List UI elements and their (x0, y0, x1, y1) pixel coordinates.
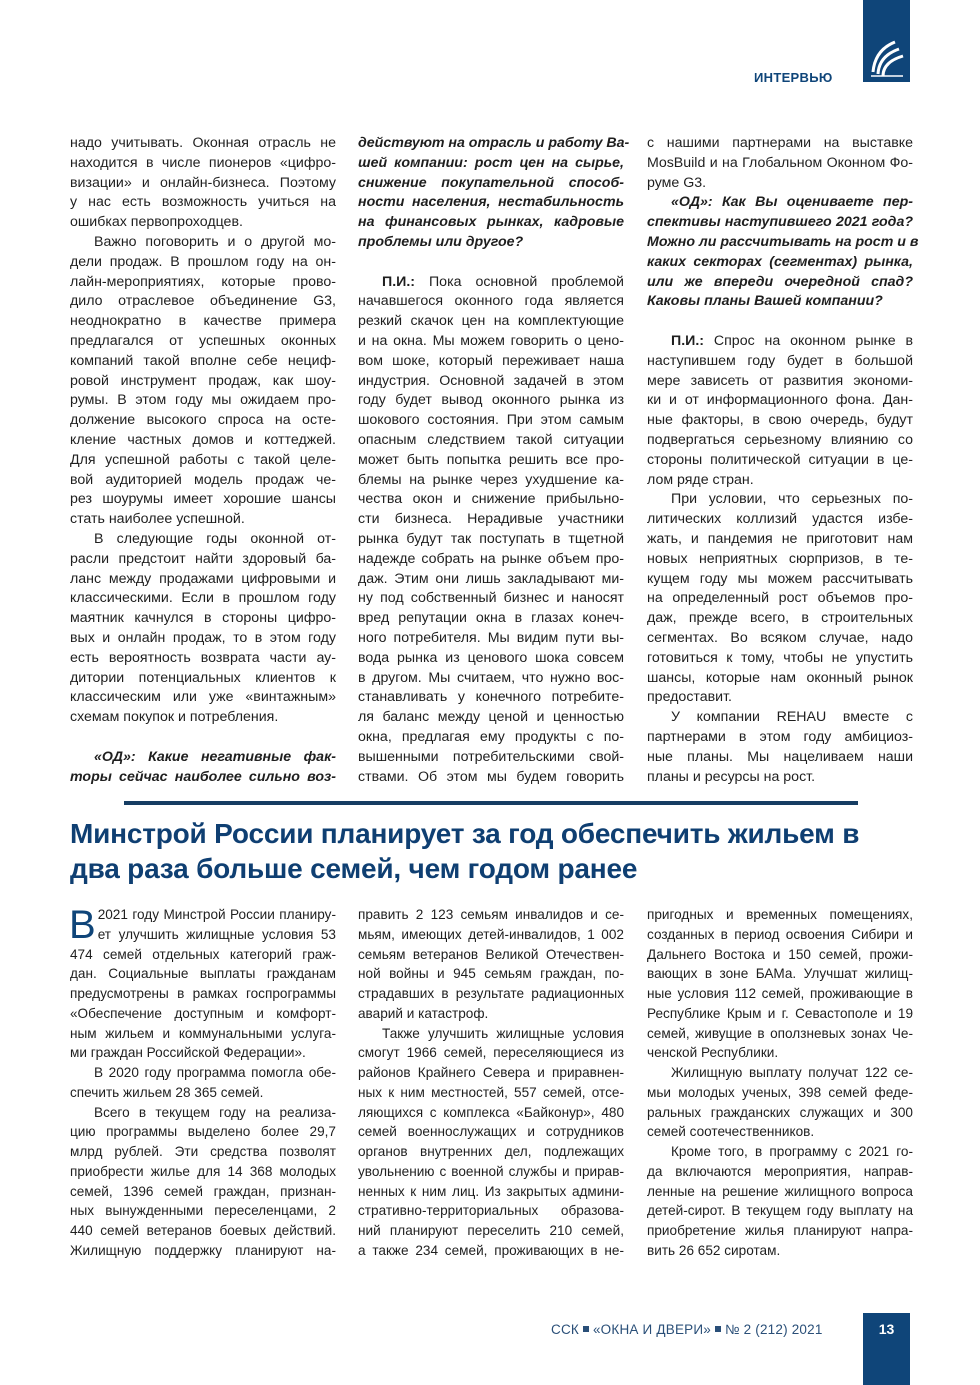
square-bullet-icon (715, 1326, 721, 1332)
footer-issue: № 2 (212) 2021 (724, 1322, 823, 1337)
page-number-tab (863, 1313, 910, 1385)
interview-column-2 (358, 134, 630, 787)
text-line: надо учитывать. Оконная отрасль не (70, 135, 336, 151)
text-line: ки и от информационного фона. Дан- (647, 392, 913, 409)
text-line: дели продаж. В прошлом году на он- (70, 253, 336, 270)
text-line: да включаются мероприятия, направ- (647, 1163, 913, 1179)
text-line: вых и онлайн продаж, то в этом году (70, 629, 336, 646)
text-line: вой аудиторией модель продаж че- (70, 471, 336, 488)
text-line: вышенными потребительскими свой- (358, 748, 624, 765)
text-line: Всего в текущем году на реализа- (94, 1104, 336, 1120)
text-line: классическими. Если в прошлом году (70, 590, 336, 607)
text-line: мере зависеть от развития экономи- (647, 372, 913, 389)
text-line: начавшегося оконного года является (358, 293, 624, 310)
text-line: смогут 1966 семей, переселяющиеся из (358, 1045, 624, 1061)
question-line: «ОД»: Какие негативные фак- (94, 748, 336, 765)
text-line: в другом. Мы считаем, что нужно вос- (358, 669, 624, 686)
text-line: есть вероятность возврата части ау- (70, 649, 336, 666)
question-line: проблемы или другое? (358, 233, 524, 250)
text-line: ну под собственный бизнес и наносят (358, 590, 624, 607)
text-line: дило отраслевое объединение G3, (70, 293, 336, 310)
text-line: страдавших в результате радиационных (358, 986, 624, 1001)
text-line: ные условия 112 семей, проживающие в (647, 986, 913, 1001)
text-line: жать, и пандемия не приготовит нам (647, 530, 913, 547)
text-line: Жилищную поддержку планируют на- (70, 1242, 336, 1258)
text-line: аварий и катастроф. (358, 1005, 489, 1021)
text-line: мьи молодых ученых, 398 семей феде- (647, 1084, 913, 1100)
article-column-2 (358, 905, 624, 1261)
text-line: детей-сирот. В текущем году выплату на (647, 1203, 913, 1219)
text-line: шансы, которые нам оконный рынок (647, 669, 913, 686)
text-line: ного потребителя. Мы видим пути вы- (358, 629, 624, 646)
text-line: Республике Крым и г. Севастополе и 19 (647, 1005, 913, 1021)
article-headline (70, 816, 930, 886)
text-line: должение высокого спроса на осте- (70, 412, 336, 429)
text-line: ленные на решение жилищного вопроса (647, 1183, 913, 1199)
article-column-1 (70, 905, 336, 1261)
text-line: чества окон и снижение прибыльно- (358, 491, 624, 508)
interview-column-1 (70, 134, 336, 787)
text-line: и на окна. Мы можем говорить о цено- (358, 332, 624, 349)
text-line: у нас есть возможность учиться на (70, 194, 336, 211)
text-line: пригодных и временных помещениях, (647, 907, 913, 922)
text-line: вить 26 652 сиротам. (647, 1242, 781, 1258)
text-line: руме G3. (647, 174, 707, 191)
text-line: стороны политической ситуации в це- (647, 451, 913, 468)
speaker-label: П.И.: (382, 273, 416, 290)
footer-publisher: ССК (551, 1322, 579, 1337)
text-line: ных вынужденными переселенцами, 2 (70, 1203, 336, 1219)
text-line: дитории потенциальных клиентов к (70, 669, 336, 686)
text-line: семей военнослужащих и сотрудников (358, 1124, 624, 1140)
text-line: Кроме того, в программу с 2021 го- (671, 1144, 913, 1159)
text-line: лайн-мероприятиях, которые прово- (70, 273, 336, 290)
interview-column-3 (647, 134, 919, 787)
text-line: Дальнего Востока и 150 семей, прожи- (647, 946, 913, 962)
text-line: 440 семей ветеранов боевых действий. (70, 1223, 336, 1238)
text-line: В следующие годы оконной от- (94, 530, 336, 547)
question-line: снижение покупательной способ- (358, 174, 624, 191)
question-line: Каковы планы Вашей компании? (647, 293, 883, 310)
text-line: неоднократно в качестве примера (70, 313, 336, 330)
text-line: вода рынка из ценового шока совсем (358, 649, 624, 666)
text-line: компаний такой вполне себе нециф- (70, 352, 336, 369)
question-line: на финансовых рынках, кадровые (358, 214, 624, 231)
text-line: органов внутренних дел, подлежащих (358, 1144, 624, 1159)
text-line: ошибках первопроходцев. (70, 214, 243, 231)
text-line: новых неприятных сюрпризов, в те- (647, 550, 913, 567)
text-line: даж, прежде всего, в строительных (647, 610, 913, 627)
section-label: ИНТЕРВЬЮ (754, 70, 833, 85)
text-line: семьям ветеранов Великой Отечествен- (358, 946, 624, 962)
text-line: блемы на рынке через ухудшение ка- (358, 471, 624, 488)
text-line: резкий скачок цен на комплектующие (358, 313, 624, 330)
text-line: приобрести жилье для 14 368 молодых (70, 1163, 336, 1179)
text-line: созданных в период освоения Сибири и (647, 926, 913, 942)
page-number: 13 (878, 1321, 895, 1337)
article-column-3 (647, 905, 913, 1261)
text-line: кление частных домов и коттеджей. (70, 431, 336, 448)
text-line: находится в числе пионеров «цифро- (70, 154, 336, 171)
text-line: литических коллизий удастся избе- (647, 511, 913, 528)
text-line: ные факторы, в свою очередь, будут (647, 412, 913, 429)
text-line: румы. В этом году мы ожидаем про- (70, 392, 336, 409)
text-line: шокового состояния. При этом самым (358, 412, 624, 429)
question-line: ности населения, нестабильность (358, 194, 624, 211)
text-line: предлагался от успешных оконных (70, 332, 336, 349)
text-line: кущем году мы можем рассчитывать (647, 570, 913, 587)
text-line: на определенный рост объемов про- (647, 590, 913, 607)
text-line: ной войны и 945 семьям граждан, по- (358, 966, 624, 982)
text-line: ний планируют переселить 210 семей, (358, 1223, 624, 1238)
header-color-tab (863, 0, 910, 82)
question-line: «ОД»: Как Вы оцениваете пер- (671, 194, 913, 211)
text-line: ным жильем и коммунальными услуга- (70, 1025, 336, 1041)
question-line: спективы наступившего 2021 года? (647, 214, 913, 231)
text-line: визации» и онлайн-бизнеса. Поэтому (70, 174, 336, 191)
text-line: вающих в зоне БАМа. Улучшат жилищ- (647, 966, 913, 982)
text-line: может быть попытка решить все про- (358, 451, 624, 468)
text-line: опасным следствием такой ситуации (358, 431, 624, 448)
text-line: ля баланс между ценой и ценностью (358, 709, 624, 726)
text-line: семей соотечественников. (647, 1124, 815, 1140)
text-line: станавливать у конечного потребите- (358, 689, 624, 706)
text-line: вред репутации окна в глазах конеч- (358, 610, 624, 627)
text-line: ральных гражданских служащих и 300 (647, 1104, 913, 1120)
text-line: ненных к ним лиц. Из закрытых админи- (358, 1183, 624, 1199)
text-line: надежде собрать на рынке объем про- (358, 550, 624, 567)
text-line: сти бизнеса. Нерадивые участники (358, 511, 624, 528)
question-line: каких секторах (сегментах) рынка, (647, 253, 913, 270)
text-line: рез шоурумы имеет хорошие шансы (70, 491, 336, 508)
text-line: индустрия. Основной задачей в этом (358, 372, 624, 389)
text-line: править 2 123 семьям инвалидов и се- (358, 907, 624, 922)
text-line: сегментах. Во всяком случае, надо (647, 629, 913, 646)
text-line: а также 234 семей, проживающих в не- (358, 1242, 624, 1258)
text-line: П.И.: Спрос на оконном рынке в (671, 332, 913, 349)
text-line: рынка будут так поступать в тщетной (358, 530, 624, 547)
text-line: млрд рублей. Эти средства позволят (70, 1144, 336, 1159)
question-line: действуют на отрасль и работу Ва- (358, 135, 630, 151)
paragraph-gap (70, 728, 336, 748)
text-line: П.И.: Пока основной проблемой (382, 273, 624, 290)
text-line: схемам покупок и потребления. (70, 709, 279, 726)
headline-line-2: два раза больше семей, чем годом ранее (70, 853, 638, 884)
text-line: ровой инструмент продаж, как шоу- (70, 372, 336, 389)
text-line: окна, предлагая ему продукты с по- (358, 728, 624, 745)
text-line: ные планы. Мы нацеливаем наши (647, 748, 913, 765)
text-line: Жилищную выплату получат 122 се- (671, 1065, 913, 1080)
text-line: увольнению с военной службы и прирав- (358, 1163, 624, 1179)
text-line: ствами. Об этом мы будем говорить (358, 768, 624, 785)
text-line: дан. Социальные выплаты гражданам (70, 966, 336, 982)
text-line: подвергаться серьезному влиянию со (647, 431, 913, 448)
text-line: ных к ним местностей, 557 семей, отсе- (358, 1084, 624, 1100)
text-line: Для успешной работы с такой целе- (70, 451, 336, 468)
question-line: или же впереди очередной спад? (647, 273, 913, 290)
text-line: «Обеспечение доступным и комфорт- (70, 1005, 336, 1021)
question-line: шей компании: рост цен на сырье, (358, 154, 624, 171)
footer-publication-info (551, 1322, 823, 1337)
section-divider (124, 801, 858, 805)
text-line: ми граждан Российской Федерации». (70, 1045, 306, 1061)
text-line: Важно поговорить и о другой мо- (94, 233, 336, 250)
text-line: спечить жильем 28 365 семей. (70, 1084, 264, 1100)
text-line: готовиться к тому, чтобы не упустить (647, 649, 913, 666)
text-line: 474 семей отдельных категорий граж- (70, 946, 336, 962)
text-line: с нашими партнерами на выставке (647, 135, 913, 151)
text-line: предоставит. (647, 689, 732, 706)
text-line: ляющихся с комплекса «Байконур», 480 (358, 1104, 624, 1120)
text-line: стать наиболее успешной. (70, 511, 245, 528)
text-line: семей, живущие в оползневых зонах Че- (647, 1025, 913, 1041)
text-line: наступившем году будет в большой (647, 352, 913, 369)
paragraph-gap (358, 253, 624, 273)
text-line: маятник качнулся в стороны цифро- (70, 610, 336, 627)
text-line: мьям, имеющих детей-инвалидов, 1 002 (358, 926, 624, 942)
text-line: расли предстоит найти здоровый ба- (70, 550, 336, 567)
text-line: классическим или уже «винтажным» (70, 689, 336, 706)
headline-line-1: Минстрой России планирует за год обеспечить жильем в (70, 818, 860, 849)
question-line: торы сейчас наиболее сильно воз- (70, 768, 336, 785)
text-line: предусмотрены в рамках госпрограммы (70, 986, 336, 1001)
text-line: приобретение жилья планируют напра- (647, 1223, 913, 1238)
question-line: Можно ли рассчитывать на рост и в (647, 233, 919, 250)
text-line: вом шоке, который переживает наша (358, 352, 624, 369)
text-line: ланс между продажами цифровыми и (70, 570, 336, 587)
text-line: В 2020 году программа помогла обе- (94, 1065, 336, 1080)
paragraph-gap (647, 312, 913, 332)
text-line: стративно-территориальных образова- (358, 1203, 624, 1219)
text-line: даж. Этим они лишь закладывают ми- (358, 570, 624, 587)
text-line: планы и ресурсы на рост. (647, 768, 816, 785)
text-line: лом ряде стран. (647, 471, 754, 488)
text-line: При условии, что серьезных по- (671, 491, 913, 508)
text-line: цию программы выделено более 29,7 (70, 1124, 336, 1140)
speaker-label: П.И.: (671, 332, 705, 349)
text-line: семей, 1396 семей граждан, признан- (70, 1183, 336, 1199)
text-line: ет улучшить жилищные условия 53 (97, 926, 336, 942)
text-line: ченской Республики. (647, 1045, 779, 1061)
footer-magazine-title: «ОКНА И ДВЕРИ» (592, 1322, 711, 1337)
drop-cap: В (69, 903, 96, 947)
text-line: районов Крайнего Севера и приравнен- (358, 1065, 624, 1080)
text-line: партнерами в этом году амбициоз- (647, 728, 913, 745)
square-bullet-icon (583, 1326, 589, 1332)
text-line: MosBuild и на Глобальном Оконном Фо- (647, 154, 913, 171)
text-line: У компании REHAU вместе с (671, 709, 913, 726)
text-line: Также улучшить жилищные условия (382, 1025, 624, 1041)
magazine-logo-arcs-icon (869, 32, 905, 78)
text-line: году будет вывод оконного рынка из (358, 392, 624, 409)
text-line: 2021 году Минстрой России планиру- (97, 907, 336, 922)
